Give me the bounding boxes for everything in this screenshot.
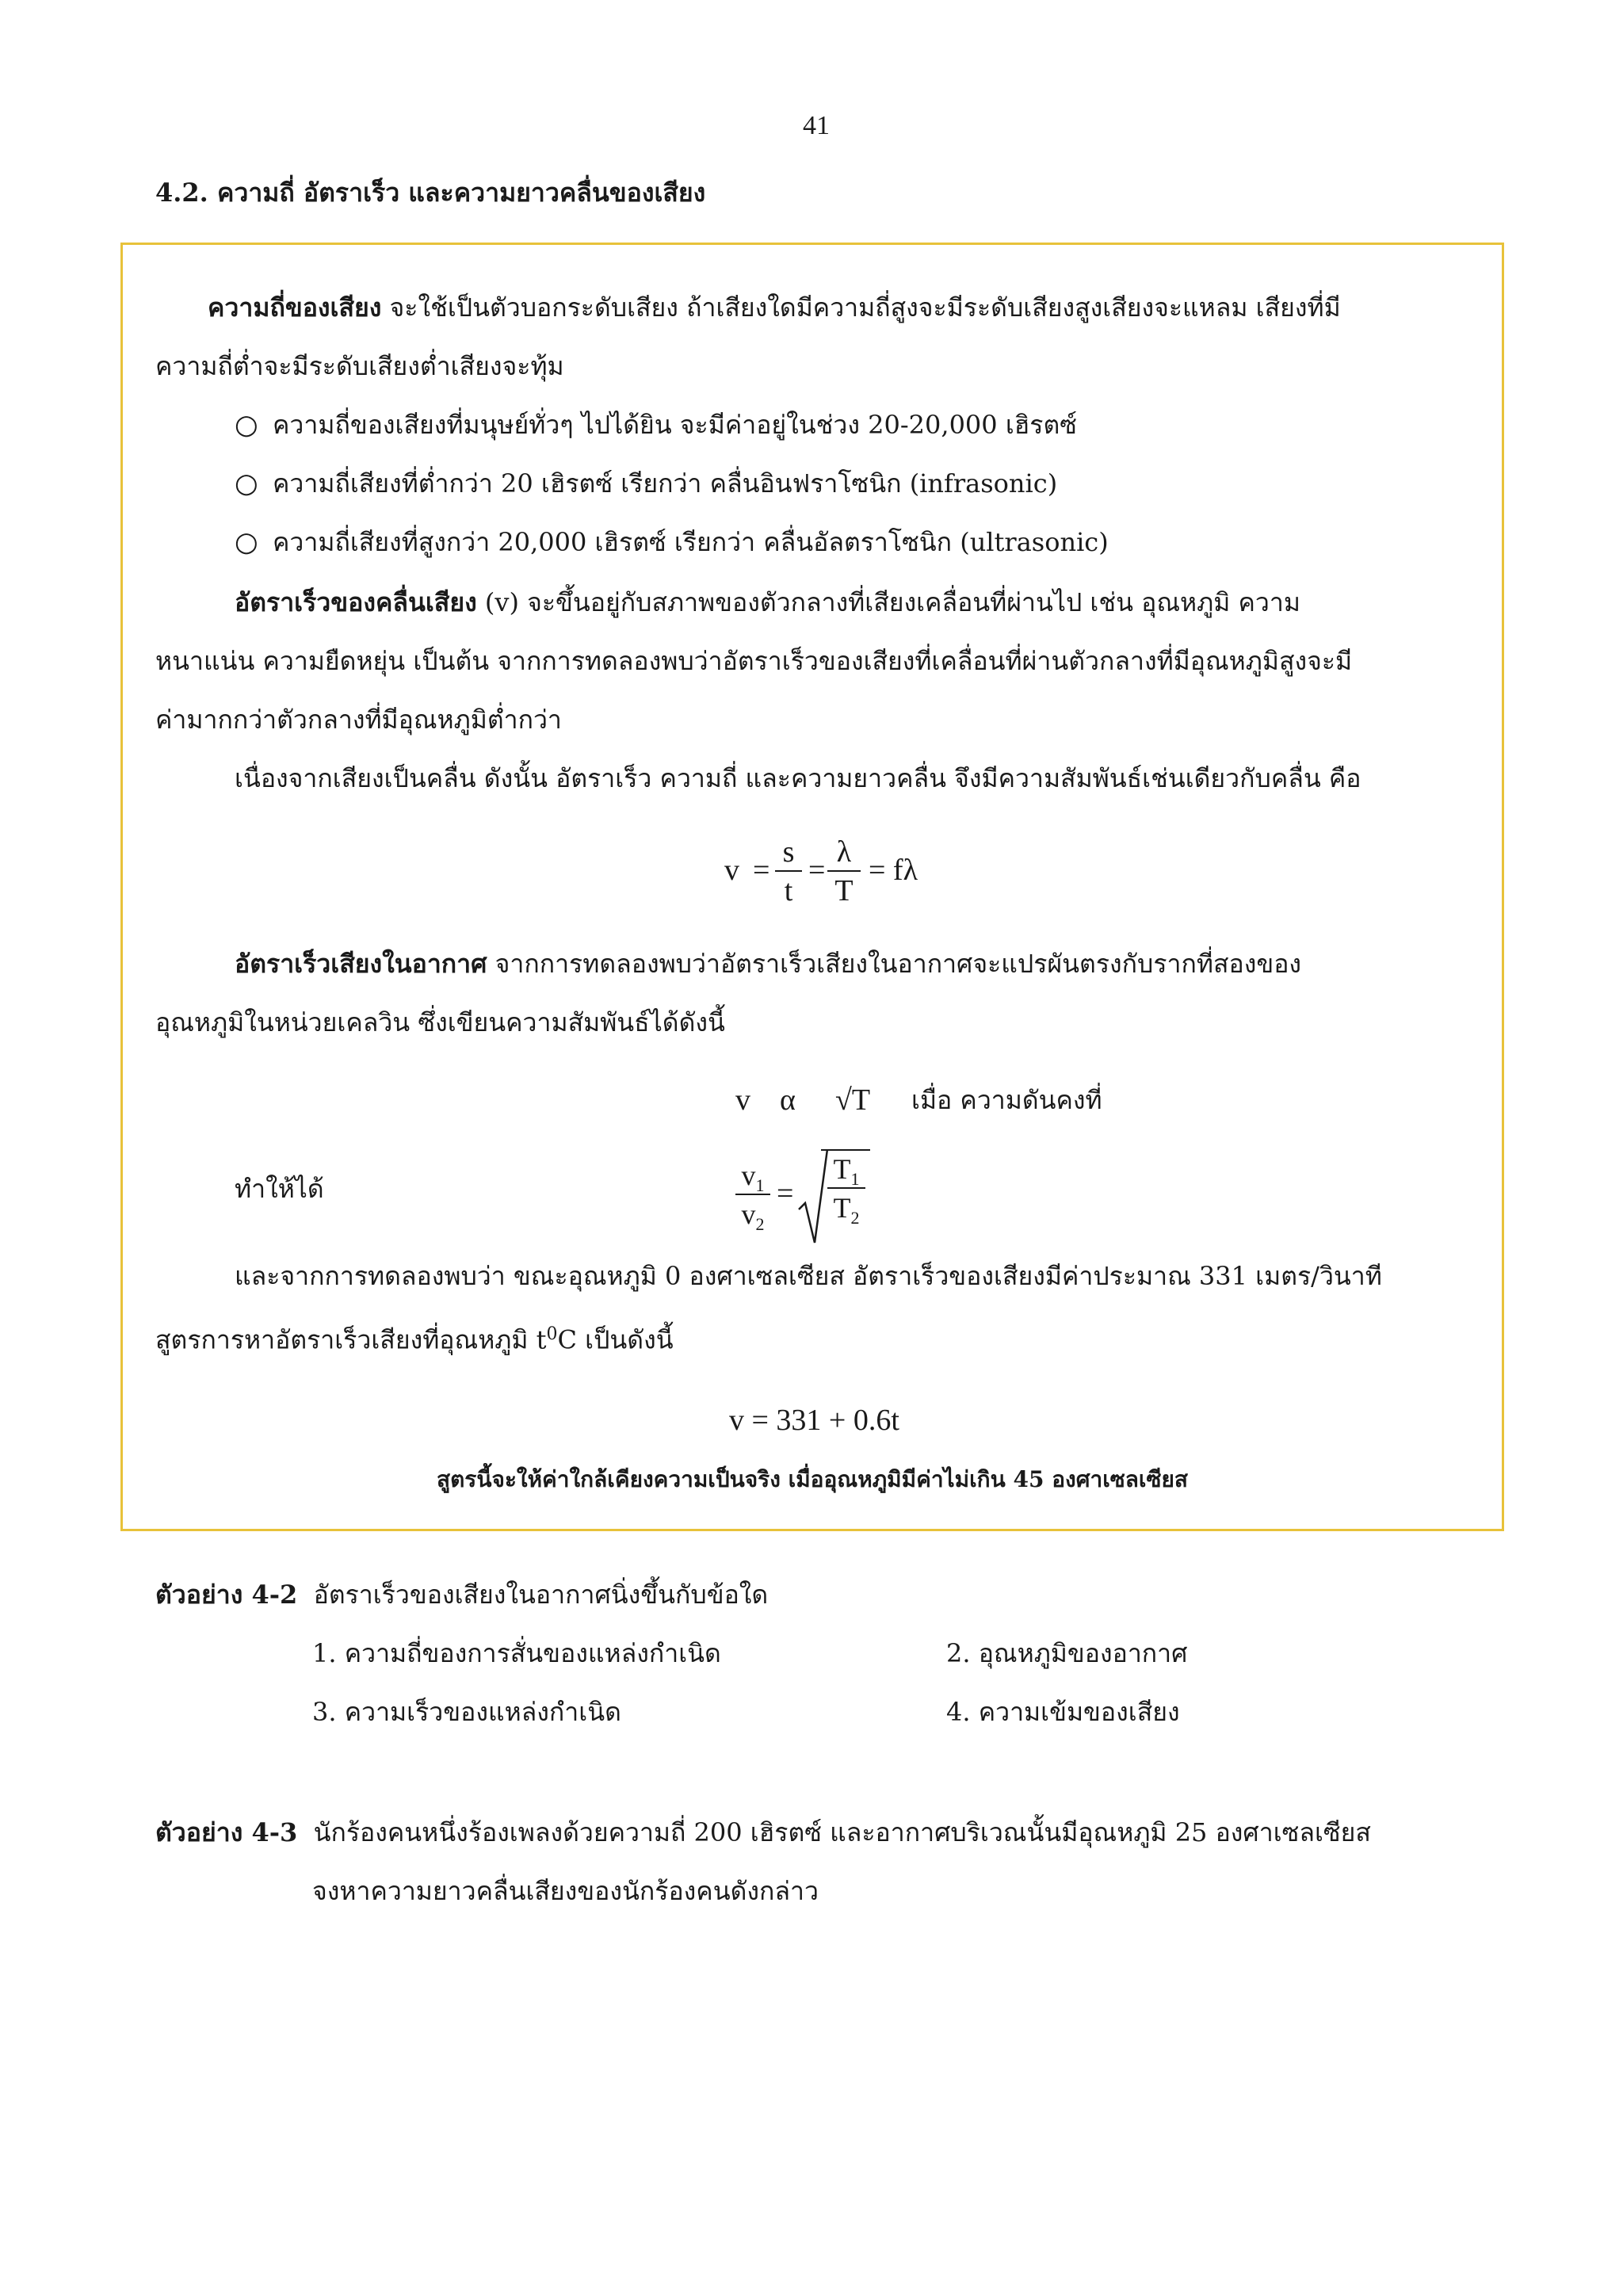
prop-alpha: α: [780, 1083, 796, 1117]
frequency-term: ความถี่ของเสียง: [208, 292, 382, 323]
frequency-bullet-2: ความถี่เสียงที่ต่ำกว่า 20 เฮิรตซ์ เรียกว่า คลื่นอินฟราโซนิก (infrasonic): [273, 468, 1058, 499]
prop-root: √T: [835, 1083, 871, 1117]
example-4-2-line: [155, 1577, 768, 1612]
ratio-v1: v: [741, 1159, 756, 1191]
relation-line: เนื่องจากเสียงเป็นคลื่น ดังนั้น อัตราเร็ว ความถี่ และความยาวคลื่น จึงมีความสัมพันธ์เช่นเดียวกับคลื่น คือ: [235, 763, 1361, 793]
speed-paragraph-line3: ค่ามากกว่าตัวกลางที่มีอุณหภูมิต่ำกว่า: [155, 705, 562, 735]
example-4-3-line1: [155, 1815, 1371, 1850]
zero-c-line2: [155, 1317, 674, 1358]
formula1-lambda: λ: [836, 835, 852, 869]
prop-condition: เมื่อ ความดันคงที่: [911, 1085, 1102, 1115]
ratio-T2: T: [833, 1192, 851, 1224]
formula1-eq2: =: [808, 854, 826, 887]
example-4-3-label: ตัวอย่าง 4-3: [155, 1817, 298, 1847]
air-paragraph-line1: [235, 946, 1301, 981]
speed-paragraph-line2: หนาแน่น ความยืดหยุ่น เป็นต้น จากการทดลองพบว่าอัตราเร็วของเสียงที่เคลื่อนที่ผ่านตัวกลางที่มีอุณหภูมิสูงจะมี: [155, 646, 1353, 676]
formula1-T: T: [834, 874, 854, 907]
bullet-icon: ○: [235, 526, 258, 558]
bullet-icon: ○: [235, 468, 258, 499]
example-4-2-choice-2: 2. อุณหภูมิของอากาศ: [946, 1638, 1188, 1668]
example-4-2-label: ตัวอย่าง 4-2: [155, 1580, 298, 1610]
zero-c-line2-pre: สูตรการหาอัตราเร็วเสียงที่อุณหภูมิ t: [155, 1324, 547, 1355]
formula1-lambda-over-T: [827, 834, 861, 908]
zero-c-line2-post: C เป็นดังนี้: [557, 1324, 674, 1355]
section-heading: 4.2. ความถี่ อัตราเร็ว และความยาวคลื่นของเสียง: [155, 178, 706, 208]
frequency-text: จะใช้เป็นตัวบอกระดับเสียง ถ้าเสียงใดมีความถี่สูงจะมีระดับเสียงสูงเสียงจะแหลม เสียงที่มี: [381, 292, 1341, 323]
ratio-v2: v: [741, 1198, 756, 1230]
frequency-paragraph-line2: ความถี่ต่ำจะมีระดับเสียงต่ำเสียงจะทุ้ม: [155, 351, 564, 381]
ratio-T1-over-T2: [827, 1149, 865, 1228]
air-term: อัตราเร็วเสียงในอากาศ: [235, 949, 487, 979]
formula1-t: t: [784, 874, 793, 907]
example-4-3-text: นักร้องคนหนึ่งร้องเพลงด้วยความถี่ 200 เฮิรตซ์ และอากาศบริเวณนั้นมีอุณหภูมิ 25 องศาเซลเซียส: [313, 1817, 1371, 1847]
formula1-eq: =: [753, 854, 770, 887]
formula1-s-over-t: [775, 834, 802, 908]
prop-v: v: [735, 1083, 750, 1117]
therefore-label: ทำให้ได้: [235, 1174, 324, 1204]
example-4-2-choice-3: 3. ความเร็วของแหล่งกำเนิด: [312, 1697, 621, 1727]
frequency-bullet-3: ความถี่เสียงที่สูงกว่า 20,000 เฮิรตซ์ เรียกว่า คลื่นอัลตราโซนิก (ultrasonic): [273, 527, 1109, 557]
ratio-eq: =: [777, 1177, 794, 1210]
formula1-v: v: [724, 854, 739, 887]
speed-text: (v) จะขึ้นอยู่กับสภาพของตัวกลางที่เสียงเคลื่อนที่ผ่านไป เช่น อุณหภูมิ ความ: [476, 587, 1300, 617]
page-number: 41: [803, 111, 830, 140]
speed-paragraph-line1: [235, 585, 1300, 620]
frequency-bullet-1: ความถี่ของเสียงที่มนุษย์ทั่วๆ ไปได้ยิน จะมีค่าอยู่ในช่วง 20-20,000 เฮิรตซ์: [273, 410, 1077, 440]
example-4-3-line2: จงหาความยาวคลื่นเสียงของนักร้องคนดังกล่าว: [312, 1876, 819, 1906]
formula1-rhs: = fλ: [869, 854, 918, 887]
ratio-T2-sub: 2: [850, 1208, 860, 1228]
ratio-v1-over-v2: [735, 1157, 770, 1235]
ratio-v2-sub: 2: [755, 1214, 765, 1235]
formula1-s: s: [782, 835, 795, 869]
example-4-2-choice-1: 1. ความถี่ของการสั่นของแหล่งกำเนิด: [312, 1638, 721, 1668]
ratio-v1-sub: 1: [755, 1175, 765, 1196]
formula-note: สูตรนี้จะให้ค่าใกล้เคียงความเป็นจริง เมื่ออุณหภูมิมีค่าไม่เกิน 45 องศาเซลเซียส: [437, 1466, 1188, 1492]
example-4-2-choice-4: 4. ความเข้มของเสียง: [946, 1697, 1180, 1727]
example-4-2-question: อัตราเร็วของเสียงในอากาศนิ่งขึ้นกับข้อใด: [313, 1580, 769, 1610]
zero-c-line1: และจากการทดลองพบว่า ขณะอุณหภูมิ 0 องศาเซลเซียส อัตราเร็วของเสียงมีค่าประมาณ 331 เมตร/วินาที: [235, 1261, 1382, 1291]
speed-formula: v = 331 + 0.6t: [729, 1404, 899, 1437]
air-paragraph-line2: อุณหภูมิในหน่วยเคลวิน ซึ่งเขียนความสัมพันธ์ได้ดังนี้: [155, 1007, 725, 1037]
zero-c-line2-sup: 0: [546, 1324, 558, 1344]
square-root-icon: [797, 1148, 829, 1246]
frequency-paragraph-line1: [208, 290, 1341, 325]
speed-term: อัตราเร็วของคลื่นเสียง: [235, 587, 477, 617]
ratio-T1-sub: 1: [850, 1169, 860, 1190]
bullet-icon: ○: [235, 409, 258, 441]
ratio-T1: T: [833, 1153, 851, 1185]
air-text: จากการทดลองพบว่าอัตราเร็วเสียงในอากาศจะแปรผันตรงกับรากที่สองของ: [487, 949, 1302, 979]
